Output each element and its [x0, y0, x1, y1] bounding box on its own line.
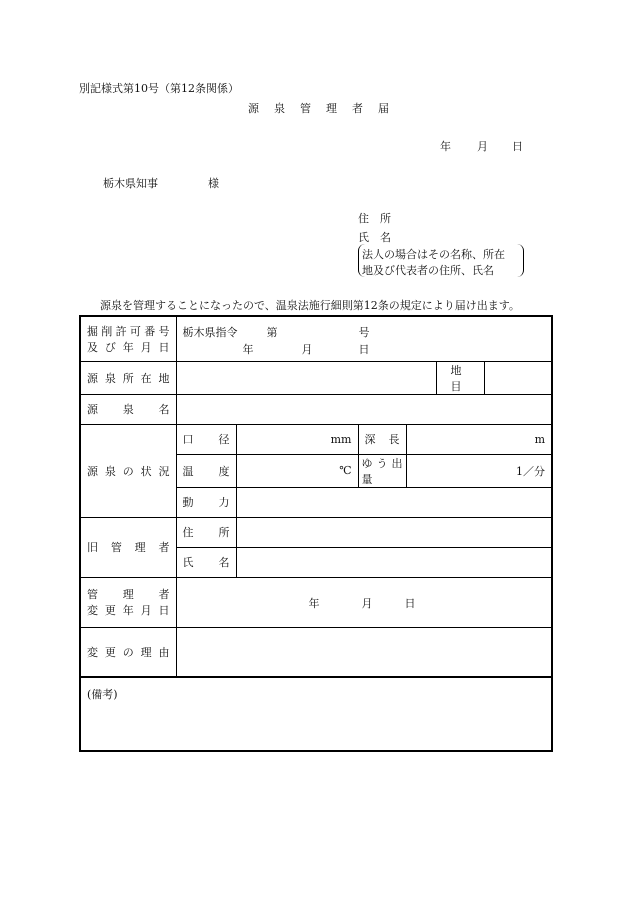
permit-go: 号	[358, 326, 370, 339]
change-date-value[interactable]	[176, 577, 552, 627]
depth-label: 深長	[358, 424, 406, 454]
change-month: 月	[361, 596, 373, 610]
addressee: 栃木県知事	[103, 177, 158, 190]
date-month: 月	[477, 140, 488, 153]
chimoku-value[interactable]	[484, 361, 552, 394]
date-day: 日	[512, 140, 523, 153]
chimoku-label: 地 目	[436, 361, 484, 394]
reason-label: 変更の理由	[80, 627, 176, 677]
permit-year: 年	[242, 343, 254, 356]
old-name-value[interactable]	[236, 547, 552, 577]
date-year: 年	[440, 140, 451, 153]
permit-dai: 第	[266, 326, 278, 339]
power-label: 動力	[176, 487, 236, 517]
source-name-value[interactable]	[176, 394, 552, 424]
honorific: 様	[208, 177, 219, 190]
depth-unit[interactable]: m	[406, 424, 552, 454]
change-day: 日	[404, 596, 416, 610]
change-date-label-cell	[80, 577, 176, 627]
permit-month: 月	[301, 343, 313, 356]
remarks-cell[interactable]	[80, 677, 552, 751]
location-value[interactable]	[176, 361, 436, 394]
old-address-label: 住所	[176, 517, 236, 547]
applicant-name-label: 氏 名	[358, 231, 391, 244]
diameter-unit[interactable]: mm	[236, 424, 358, 454]
permit-day: 日	[358, 343, 370, 356]
statement: 源泉を管理することになったので、温泉法施行細則第12条の規定により届け出ます。	[100, 299, 520, 312]
applicant-address-label: 住 所	[358, 212, 391, 225]
applicant-note-line2: 地及び代表者の住所、氏名	[362, 264, 494, 277]
remarks-label: (備考)	[87, 688, 118, 701]
temperature-unit[interactable]: ℃	[236, 454, 358, 487]
source-name-label: 源泉名	[80, 394, 176, 424]
power-value[interactable]	[236, 487, 552, 517]
permit-label-cell	[80, 316, 176, 361]
permit-prefix: 栃木県指令	[182, 326, 238, 339]
applicant-note-line1: 法人の場合はその名称、所在	[362, 248, 505, 261]
permit-label-b: 及び年月日	[87, 340, 170, 354]
temperature-label: 温度	[176, 454, 236, 487]
old-manager-label: 旧管理者	[80, 517, 176, 577]
change-date-label-a: 管理者	[87, 588, 170, 601]
flow-label: ゆう出量	[358, 454, 406, 487]
permit-label-a: 掘削許可番号	[87, 324, 170, 338]
status-label: 源泉の状況	[80, 424, 176, 517]
form-title: 源泉管理者届	[248, 102, 404, 115]
diameter-label: 口径	[176, 424, 236, 454]
location-label: 源泉所在地	[80, 361, 176, 394]
old-address-value[interactable]	[236, 517, 552, 547]
form-table	[79, 315, 553, 752]
flow-unit[interactable]: 1／分	[406, 454, 552, 487]
form-number: 別記様式第10号（第12条関係）	[79, 82, 239, 95]
permit-value-cell[interactable]	[176, 316, 552, 361]
change-year: 年	[308, 596, 320, 610]
change-date-label-b: 変更年月日	[87, 604, 170, 617]
old-name-label: 氏名	[176, 547, 236, 577]
reason-value[interactable]	[176, 627, 552, 677]
